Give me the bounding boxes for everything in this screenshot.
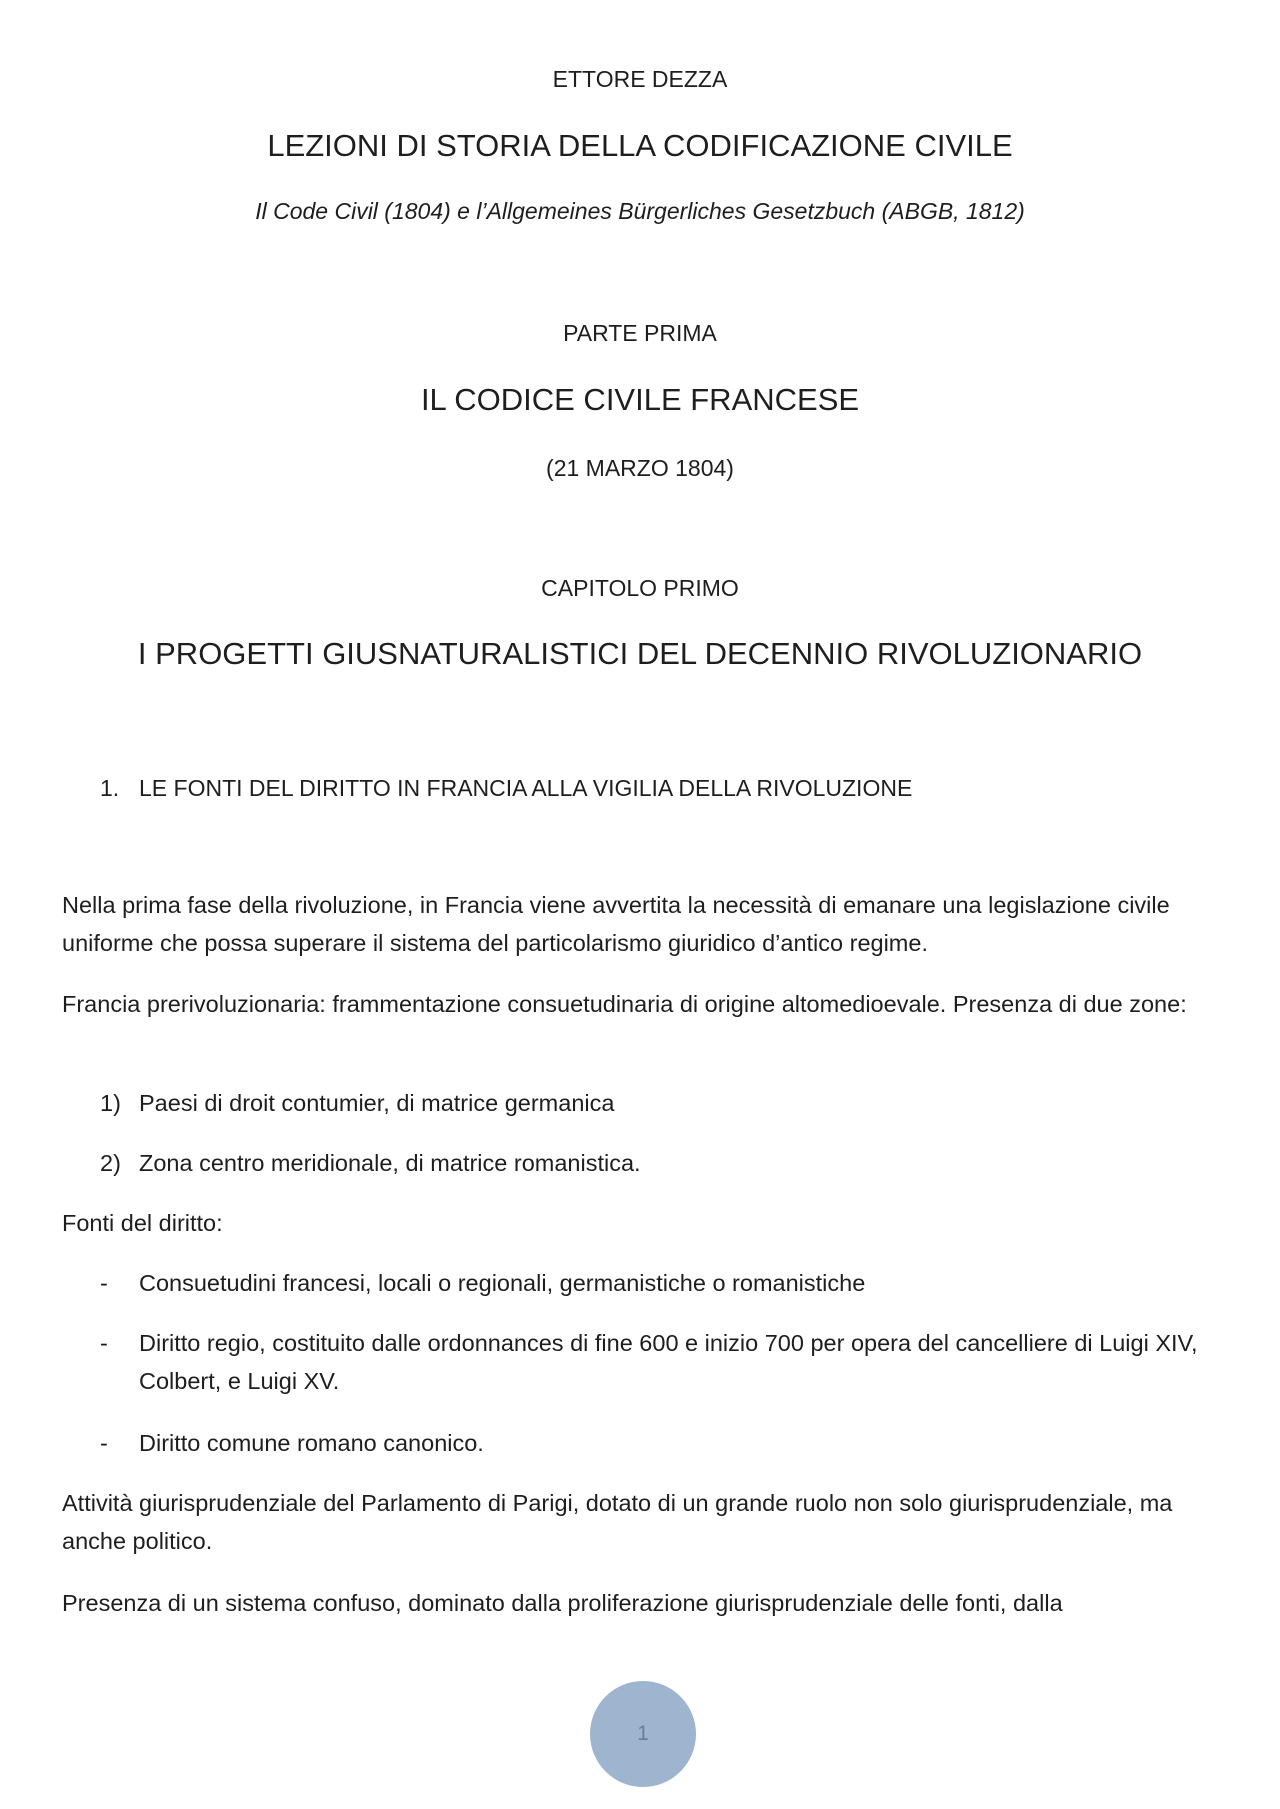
list-item xyxy=(100,1324,1240,1400)
section-number: 1. xyxy=(100,775,120,801)
part-date: (21 MARZO 1804) xyxy=(546,455,734,481)
chapter-title: I PROGETTI GIUSNATURALISTICI DEL DECENNIO RIVOLUZIONARIO xyxy=(137,636,1143,671)
chapter-label: CAPITOLO PRIMO xyxy=(541,575,739,601)
list-marker: 2) xyxy=(100,1150,121,1176)
list-item xyxy=(100,1264,1240,1302)
author-name: ETTORE DEZZA xyxy=(552,66,728,92)
list-item xyxy=(100,1424,1240,1462)
list-item-text: Consuetudini francesi, locali o regionali, germanistiche o romanistiche xyxy=(139,1270,866,1296)
section-title: LE FONTI DEL DIRITTO IN FRANCIA ALLA VIGILIA DELLA RIVOLUZIONE xyxy=(139,775,913,801)
paragraph-prerevolutionary: Francia prerivoluzionaria: frammentazione consuetudinaria di origine altomedioevale. Presenza di due zone: xyxy=(62,991,1187,1017)
list-item-text: Diritto comune romano canonico. xyxy=(139,1430,484,1456)
paragraph-intro: Nella prima fase della rivoluzione, in Francia viene avvertita la necessità di emanare una legislazione civile uniforme che possa superare il sistema del particolarismo giuridico d’antico regime. xyxy=(62,892,1170,956)
paragraph-parliament: Attività giurisprudenziale del Parlamento di Parigi, dotato di un grande ruolo non solo giurisprudenziale, ma anche politico. xyxy=(62,1490,1173,1554)
book-subtitle: Il Code Civil (1804) e l’Allgemeines Bürgerliches Gesetzbuch (ABGB, 1812) xyxy=(255,198,1025,224)
list-item xyxy=(100,1144,1240,1182)
list-item-text: Zona centro meridionale, di matrice romanistica. xyxy=(139,1150,641,1176)
page-number: 1 xyxy=(590,1681,696,1787)
list-item xyxy=(100,1084,1240,1122)
list-marker: - xyxy=(100,1270,108,1296)
section-heading xyxy=(100,775,912,802)
list-marker: - xyxy=(100,1330,108,1356)
list-marker: 1) xyxy=(100,1090,121,1116)
paragraph-system: Presenza di un sistema confuso, dominato dalla proliferazione giurisprudenziale delle fonti, dalla xyxy=(62,1590,1063,1616)
book-title: LEZIONI DI STORIA DELLA CODIFICAZIONE CIVILE xyxy=(267,128,1013,163)
part-title: IL CODICE CIVILE FRANCESE xyxy=(420,382,860,417)
list-item-text: Diritto regio, costituito dalle ordonnances di fine 600 e inizio 700 per opera del cancelliere di Luigi XIV, Colbert, e Luigi XV. xyxy=(139,1330,1198,1394)
list-marker: - xyxy=(100,1430,108,1456)
part-label: PARTE PRIMA xyxy=(563,320,717,346)
paragraph-sources-heading: Fonti del diritto: xyxy=(62,1210,223,1236)
list-item-text: Paesi di droit contumier, di matrice germanica xyxy=(139,1090,615,1116)
